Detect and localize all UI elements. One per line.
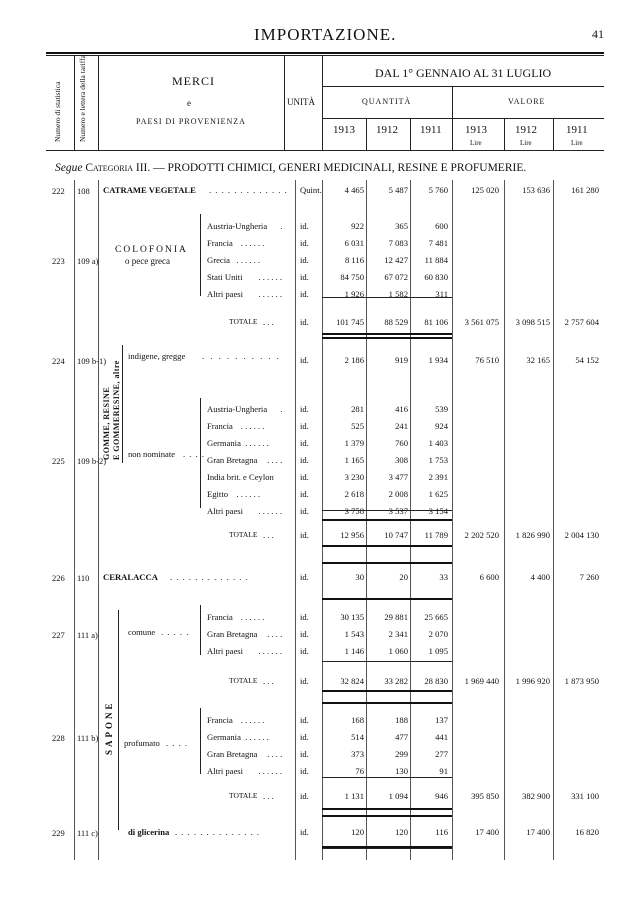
country-name: Francia <box>207 421 233 431</box>
value-q11: 441 <box>435 732 448 742</box>
value-q12: 29 881 <box>384 612 408 622</box>
value-v11: 2 004 130 <box>564 530 599 540</box>
unita-header: UNITÀ <box>287 97 315 107</box>
dots: . . . . . . <box>240 238 265 248</box>
value-q11: 11 884 <box>424 255 448 265</box>
unit: id. <box>300 272 309 282</box>
value-q13: 514 <box>351 732 364 742</box>
dots: . . . . . <box>161 627 190 637</box>
value-q13: 1 131 <box>344 791 364 801</box>
dots: . . . . <box>183 449 206 459</box>
tariff-number: 109 a) <box>77 256 99 266</box>
item-name: di glicerina <box>128 827 170 837</box>
non-nominate-brace <box>200 398 201 508</box>
value-q11: 924 <box>435 421 448 431</box>
value-q12: 5 487 <box>388 185 408 195</box>
value-q11: 1 095 <box>428 646 448 656</box>
value-q13: 1 379 <box>344 438 364 448</box>
stat-number: 222 <box>52 186 65 196</box>
section-rule <box>322 846 452 848</box>
dots: . . . . <box>267 629 283 639</box>
section-rule <box>322 337 452 339</box>
value-q13: 2 618 <box>344 489 364 499</box>
dots: . . . . <box>267 749 283 759</box>
value-v12: 1 996 920 <box>515 676 550 686</box>
value-q13: 32 824 <box>340 676 364 686</box>
unit: id. <box>300 238 309 248</box>
top-rule <box>46 52 604 54</box>
value-q11: 1 934 <box>428 355 448 365</box>
non-nominate-label: non nominate <box>128 449 176 459</box>
dots: . . . . . . <box>240 715 265 725</box>
col-divider <box>322 56 323 150</box>
value-q13: 12 956 <box>340 530 364 540</box>
country-name: Francia <box>207 612 233 622</box>
value-v13: 3 561 075 <box>464 317 499 327</box>
value-v13: 76 510 <box>475 355 499 365</box>
tariff-number: 111 a) <box>77 630 98 640</box>
dots: . . . . <box>267 455 283 465</box>
country-name: Francia <box>207 238 233 248</box>
value-q11: 539 <box>435 404 448 414</box>
dots: . . . . . . . . . . . . . <box>209 185 288 195</box>
value-q11: 91 <box>439 766 448 776</box>
value-q12: 919 <box>395 355 408 365</box>
value-q12: 12 427 <box>384 255 408 265</box>
unit: id. <box>300 646 309 656</box>
value-q12: 3 477 <box>388 472 408 482</box>
value-q11: 11 789 <box>424 530 448 540</box>
header-bottom-rule <box>46 150 604 151</box>
dots: . . . . . . <box>240 421 265 431</box>
unit: id. <box>300 221 309 231</box>
body-divider <box>504 180 505 860</box>
value-q13: 30 135 <box>340 612 364 622</box>
country-name: Gran Bretagna <box>207 629 258 639</box>
value-v13: 1 969 440 <box>464 676 499 686</box>
value-q11: 311 <box>435 289 448 299</box>
value-q12: 67 072 <box>384 272 408 282</box>
value-q12: 365 <box>395 221 408 231</box>
value-v12: 1 826 990 <box>515 530 550 540</box>
value-q12: 130 <box>395 766 408 776</box>
value-q13: 84 750 <box>340 272 364 282</box>
col-divider <box>452 86 453 150</box>
value-q11: 7 481 <box>428 238 448 248</box>
value-q12: 88 529 <box>384 317 408 327</box>
value-v13: 125 020 <box>471 185 499 195</box>
country-name: Grecia <box>207 255 230 265</box>
unit: id. <box>300 489 309 499</box>
value-v13: 395 850 <box>471 791 499 801</box>
dots: . . . <box>263 791 274 801</box>
unit: id. <box>300 530 309 540</box>
country-name: Germania <box>207 438 241 448</box>
tariff-number: 110 <box>77 573 90 583</box>
value-q12: 760 <box>395 438 408 448</box>
section-rule <box>322 808 452 810</box>
dots: . . . . . . <box>258 506 283 516</box>
country-name: Austria-Ungheria <box>207 404 268 414</box>
total-label: TOTALE <box>229 530 258 539</box>
dots: . . . <box>263 530 274 540</box>
dots: . . . . . . <box>258 289 283 299</box>
tariff-number: 111 b) <box>77 733 99 743</box>
dots: . . . . <box>166 738 189 748</box>
body-divider <box>452 180 453 860</box>
pece-greca-label: o pece greca <box>125 256 170 266</box>
section-rule <box>322 598 452 600</box>
value-q13: 30 <box>355 572 364 582</box>
value-q11: 946 <box>435 791 448 801</box>
dots: . <box>280 404 283 414</box>
stat-number: 226 <box>52 573 65 583</box>
value-q13: 281 <box>351 404 364 414</box>
dots: . . . . . . <box>236 489 261 499</box>
dots: . . . . . . <box>236 255 261 265</box>
section-prefix: Segue <box>55 162 83 174</box>
value-q11: 25 665 <box>424 612 448 622</box>
value-q12: 1 582 <box>388 289 408 299</box>
stat-number: 223 <box>52 256 65 266</box>
unit: Quint. <box>300 185 322 195</box>
top-rule-inner <box>46 55 604 56</box>
tariff-number: 111 c) <box>77 828 98 838</box>
value-q13: 373 <box>351 749 364 759</box>
value-q13: 8 116 <box>344 255 364 265</box>
comune-label: comune <box>128 627 156 637</box>
value-q12: 241 <box>395 421 408 431</box>
value-q11: 5 760 <box>428 185 448 195</box>
value-q13: 6 031 <box>344 238 364 248</box>
value-q12: 308 <box>395 455 408 465</box>
value-q12: 299 <box>395 749 408 759</box>
value-v11: 161 280 <box>571 185 599 195</box>
page-number: 41 <box>592 27 604 41</box>
body-divider <box>553 180 554 860</box>
section-categoria: Categoria III. <box>85 162 151 174</box>
col-divider <box>410 118 411 150</box>
country-name: Gran Bretagna <box>207 749 258 759</box>
merci-header: MERCI <box>172 74 216 88</box>
dots: . . . <box>263 317 274 327</box>
value-q13: 168 <box>351 715 364 725</box>
unit: id. <box>300 791 309 801</box>
unit: id. <box>300 438 309 448</box>
unit: id. <box>300 629 309 639</box>
value-q12: 20 <box>399 572 408 582</box>
unit: id. <box>300 676 309 686</box>
indigene-label: indigene, gregge <box>128 351 186 361</box>
country-name: Stati Uniti <box>207 272 243 282</box>
unit: id. <box>300 715 309 725</box>
total-rule <box>322 297 452 298</box>
dots: . . . . . . <box>258 272 283 282</box>
value-q12: 7 083 <box>388 238 408 248</box>
value-v12: 382 900 <box>522 791 550 801</box>
value-v13: 17 400 <box>475 827 499 837</box>
comune-brace <box>200 605 201 655</box>
value-q11: 2 391 <box>428 472 448 482</box>
colofonia-brace <box>200 214 201 296</box>
value-q11: 600 <box>435 221 448 231</box>
page-title: IMPORTAZIONE. <box>254 25 397 44</box>
total-rule <box>322 661 452 662</box>
dots: . . . . . . <box>258 646 283 656</box>
total-rule <box>322 510 452 511</box>
section-text: — PRODOTTI CHIMICI, GENERI MEDICINALI, RESINE E PROFUMERIE. <box>153 162 527 174</box>
lire-label: Lire <box>470 139 482 147</box>
dots: . . . . . . . . . . . . . . <box>175 827 261 837</box>
total-label: TOTALE <box>229 676 258 685</box>
unit: id. <box>300 572 309 582</box>
year-q-1913: 1913 <box>333 124 355 136</box>
col-divider <box>553 118 554 150</box>
paesi-header: PAESI DI PROVENIENZA <box>136 117 246 126</box>
dots: . <box>280 221 283 231</box>
value-v11: 54 152 <box>575 355 599 365</box>
unit: id. <box>300 612 309 622</box>
value-v12: 32 165 <box>526 355 550 365</box>
total-label: TOTALE <box>229 791 258 800</box>
dots: . . . <box>263 676 274 686</box>
value-v12: 3 098 515 <box>515 317 550 327</box>
value-q13: 3 758 <box>344 506 364 516</box>
stat-number: 227 <box>52 630 65 640</box>
unit: id. <box>300 472 309 482</box>
value-q12: 477 <box>395 732 408 742</box>
tariff-number: 108 <box>77 186 90 196</box>
col-divider <box>366 118 367 150</box>
dots: . . . . . . <box>245 438 269 448</box>
total-label: TOTALE <box>229 317 258 326</box>
dots: . . . . . . <box>258 766 283 776</box>
stat-number-header: Numero di statistica <box>53 81 62 142</box>
value-q12: 10 747 <box>384 530 408 540</box>
unit: id. <box>300 355 309 365</box>
col-divider <box>74 56 75 150</box>
section-title <box>55 162 526 174</box>
value-v12: 153 636 <box>522 185 550 195</box>
lire-label: Lire <box>520 139 532 147</box>
total-rule <box>322 777 452 778</box>
stat-number: 228 <box>52 733 65 743</box>
profumato-label: profumato <box>124 738 160 748</box>
unit: id. <box>300 255 309 265</box>
value-v13: 2 202 520 <box>464 530 499 540</box>
unit: id. <box>300 749 309 759</box>
body-divider <box>74 180 75 860</box>
value-q12: 188 <box>395 715 408 725</box>
value-v11: 16 820 <box>575 827 599 837</box>
country-name: Germania <box>207 732 241 742</box>
section-rule <box>322 690 452 692</box>
unit: id. <box>300 455 309 465</box>
value-q13: 922 <box>351 221 364 231</box>
value-q13: 1 165 <box>344 455 364 465</box>
unit: id. <box>300 404 309 414</box>
value-q12: 1 094 <box>388 791 408 801</box>
year-v-1913: 1913 <box>465 124 487 136</box>
country-name: Altri paesi <box>207 766 244 776</box>
period-header: DAL 1° GENNAIO AL 31 LUGLIO <box>375 66 552 80</box>
col-divider <box>504 118 505 150</box>
value-q11: 60 830 <box>424 272 448 282</box>
value-v12: 4 400 <box>530 572 550 582</box>
unit: id. <box>300 766 309 776</box>
tariff-number: 109 b-2) <box>77 456 107 466</box>
value-q13: 1 146 <box>344 646 364 656</box>
gommeresine-label: E GOMMERESINE, altre <box>112 360 121 460</box>
tariff-number: 109 b-1) <box>77 356 107 366</box>
value-q13: 525 <box>351 421 364 431</box>
country-name: Egitto <box>207 489 229 499</box>
value-v11: 331 100 <box>571 791 599 801</box>
year-v-1912: 1912 <box>515 124 537 136</box>
value-q12: 2 008 <box>388 489 408 499</box>
value-v11: 1 873 950 <box>564 676 599 686</box>
unit: id. <box>300 289 309 299</box>
value-q11: 1 625 <box>428 489 448 499</box>
value-q12: 1 060 <box>388 646 408 656</box>
value-q11: 1 403 <box>428 438 448 448</box>
col-divider <box>98 56 99 150</box>
body-divider <box>98 180 99 860</box>
section-rule <box>322 702 452 704</box>
value-q11: 81 106 <box>424 317 448 327</box>
item-name: CERALACCA <box>103 572 158 582</box>
section-rule <box>322 815 452 817</box>
gomme-brace <box>122 345 123 463</box>
stat-number: 224 <box>52 356 65 366</box>
value-q13: 120 <box>351 827 364 837</box>
sapone-brace <box>118 610 119 830</box>
section-rule <box>322 519 452 521</box>
country-name: Gran Bretagna <box>207 455 258 465</box>
lire-label: Lire <box>571 139 583 147</box>
stat-number: 229 <box>52 828 65 838</box>
col-divider <box>284 56 285 150</box>
country-name: Austria-Ungheria <box>207 221 268 231</box>
value-q12: 2 341 <box>388 629 408 639</box>
total-rule <box>322 848 452 849</box>
section-rule <box>322 545 452 547</box>
value-q12: 3 537 <box>388 506 408 516</box>
year-v-1911: 1911 <box>566 124 588 136</box>
stat-number: 225 <box>52 456 65 466</box>
indigene-dots: . . . . . . . . . . <box>202 351 281 361</box>
period-rule <box>322 86 604 87</box>
quantita-header: QUANTITÀ <box>362 97 412 106</box>
tariff-number-header: Numero e lettera della tariffa <box>78 55 87 142</box>
country-name: Francia <box>207 715 233 725</box>
value-q11: 1 753 <box>428 455 448 465</box>
dots: . . . . . . . . . . . . . <box>170 572 249 582</box>
country-name: Altri paesi <box>207 646 244 656</box>
merci-e: e <box>187 98 191 108</box>
section-rule <box>322 333 452 335</box>
value-q11: 2 070 <box>428 629 448 639</box>
value-q13: 76 <box>355 766 364 776</box>
value-q12: 33 282 <box>384 676 408 686</box>
value-q11: 33 <box>439 572 448 582</box>
unit: id. <box>300 317 309 327</box>
value-q12: 120 <box>395 827 408 837</box>
dots: . . . . . . <box>240 612 265 622</box>
value-q11: 116 <box>435 827 448 837</box>
body-divider <box>295 180 296 860</box>
value-q11: 28 830 <box>424 676 448 686</box>
value-q12: 416 <box>395 404 408 414</box>
value-q13: 3 230 <box>344 472 364 482</box>
profumato-brace <box>200 708 201 774</box>
value-q11: 3 154 <box>428 506 448 516</box>
value-q13: 101 745 <box>336 317 364 327</box>
unit: id. <box>300 732 309 742</box>
section-rule <box>322 562 452 564</box>
unit: id. <box>300 506 309 516</box>
valore-header: VALORE <box>508 97 546 106</box>
unit: id. <box>300 827 309 837</box>
sapone-label: SAPONE <box>104 700 114 755</box>
country-name: Altri paesi <box>207 289 244 299</box>
year-q-1911: 1911 <box>420 124 442 136</box>
value-q13: 2 186 <box>344 355 364 365</box>
value-v12: 17 400 <box>526 827 550 837</box>
value-v11: 2 757 604 <box>564 317 599 327</box>
dots: . . . . . . <box>245 732 269 742</box>
colofonia-label: COLOFONIA <box>115 245 188 255</box>
year-q-1912: 1912 <box>376 124 398 136</box>
value-q13: 4 465 <box>344 185 364 195</box>
value-v11: 7 260 <box>579 572 599 582</box>
value-q11: 137 <box>435 715 448 725</box>
country-name: India brit. e Ceylon <box>207 472 274 482</box>
gomme-label: GOMME, RESINE <box>102 386 111 460</box>
value-q11: 277 <box>435 749 448 759</box>
years-rule <box>322 118 604 119</box>
value-v13: 6 600 <box>479 572 499 582</box>
item-name: CATRAME VEGETALE <box>103 185 196 195</box>
country-name: Altri paesi <box>207 506 244 516</box>
unit: id. <box>300 421 309 431</box>
value-q13: 1 926 <box>344 289 364 299</box>
value-q13: 1 543 <box>344 629 364 639</box>
